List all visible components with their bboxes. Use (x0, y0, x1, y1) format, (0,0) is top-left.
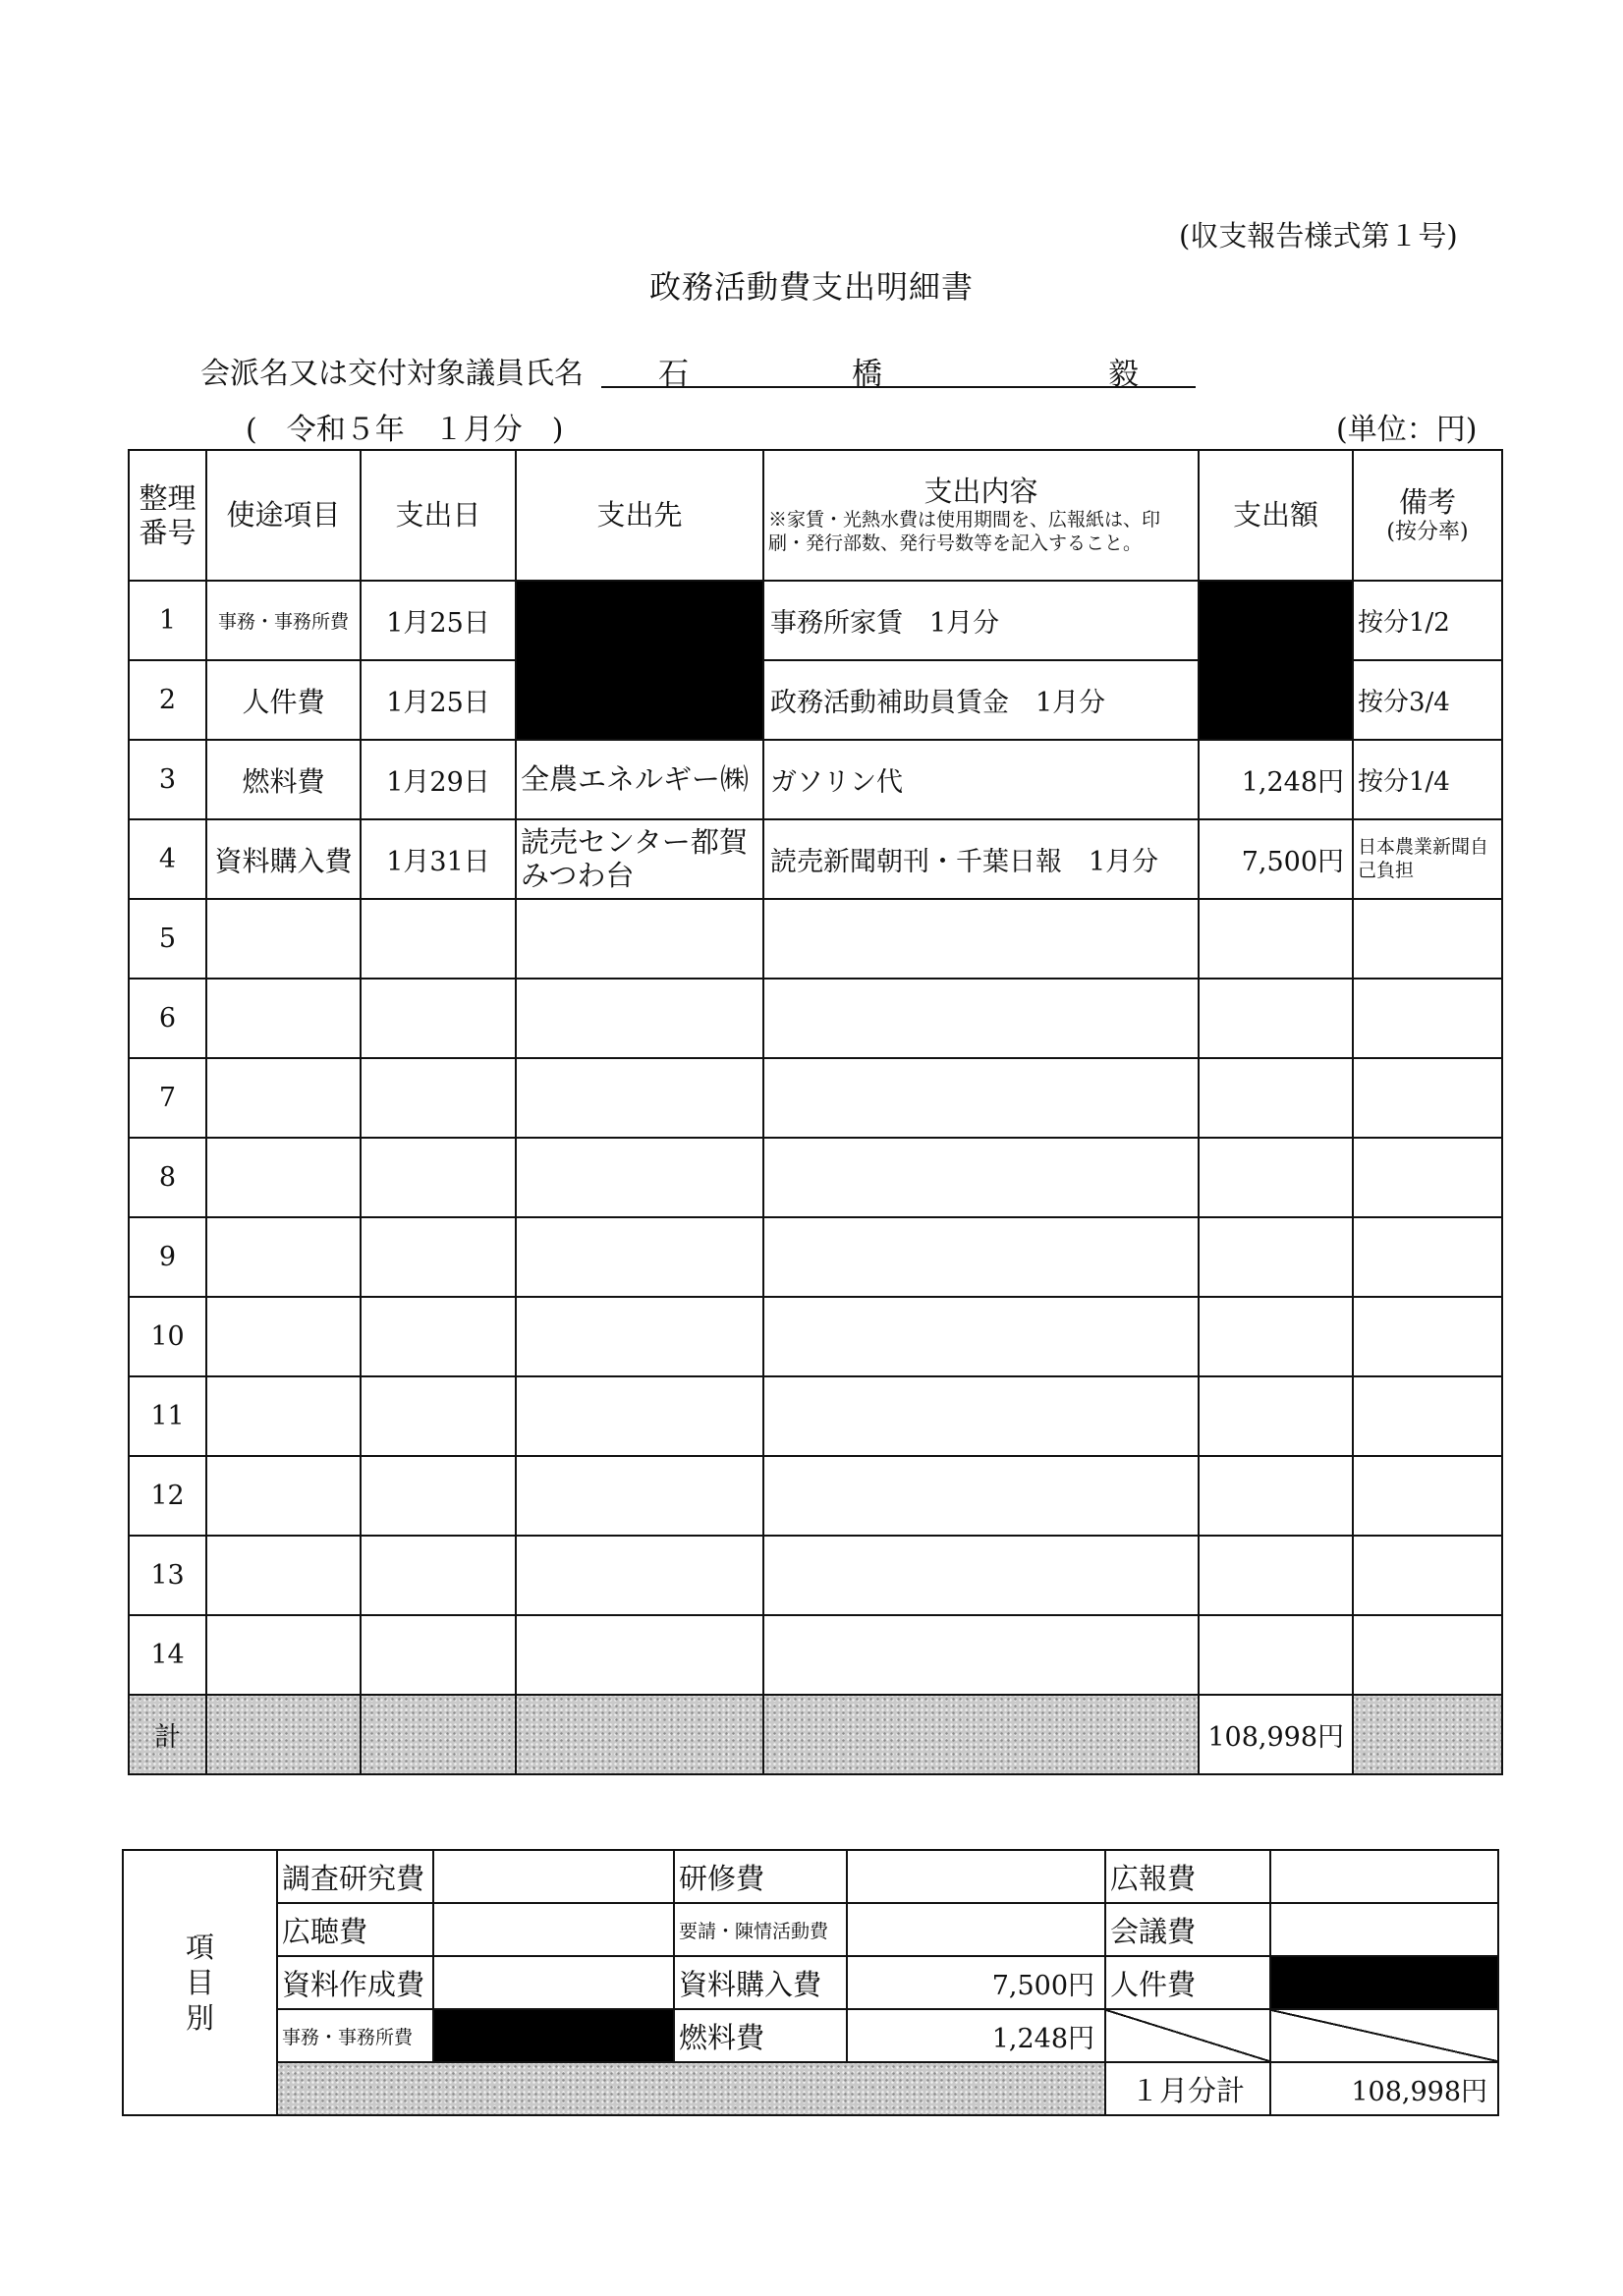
table-row (129, 1297, 1502, 1376)
row-remarks: 按分3/4 (1353, 660, 1502, 740)
label-research: 調査研究費 (277, 1850, 433, 1903)
month-total-amount: 108,998円 (1270, 2062, 1498, 2115)
row-remarks: 日本農業新聞自己負担 (1353, 819, 1502, 899)
form-number: (収支報告様式第１号) (1179, 219, 1458, 252)
member-name-char-3: 毅 (1108, 357, 1139, 392)
row-category: 事務・事務所費 (206, 581, 361, 660)
total-amount: 108,998円 (1199, 1695, 1353, 1774)
header-date: 支出日 (361, 450, 516, 581)
name-underline (601, 386, 1196, 388)
label-training: 研修費 (674, 1850, 847, 1903)
shaded-blank (277, 2062, 1105, 2115)
row-content: 事務所家賃 1月分 (763, 581, 1199, 660)
page-title: 政務活動費支出明細書 (648, 268, 974, 306)
row-no: 13 (129, 1536, 206, 1615)
header-remarks: 備考 (按分率) (1353, 450, 1502, 581)
total-label: 計 (129, 1695, 206, 1774)
row-content: 読売新聞朝刊・千葉日報 1月分 (763, 819, 1199, 899)
total-row (129, 1695, 1502, 1774)
row-payee: 読売センター都賀みつわ台 (516, 819, 763, 899)
redacted-personnel-amount (1270, 1956, 1498, 2009)
table-row (129, 1217, 1502, 1297)
unit-label: (単位：円) (1336, 413, 1478, 447)
name-label: 会派名又は交付対象議員氏名 (200, 357, 584, 391)
row-no: 6 (129, 979, 206, 1058)
label-petition: 要請・陳情活動費 (674, 1903, 847, 1956)
row-category: 人件費 (206, 660, 361, 740)
row-no: 4 (129, 819, 206, 899)
row-no: 14 (129, 1615, 206, 1695)
table-row (129, 899, 1502, 979)
period: ( 令和５年 １月分 ) (246, 413, 564, 447)
label-material-making: 資料作成費 (277, 1956, 433, 2009)
label-office: 事務・事務所費 (277, 2009, 433, 2062)
header-row (129, 450, 1502, 581)
table-row (129, 1536, 1502, 1615)
table-row (129, 1138, 1502, 1217)
row-amount: 7,500円 (1199, 819, 1353, 899)
amount-material-purchase: 7,500円 (847, 1956, 1105, 2009)
summary-side-label: 項 目 別 (123, 1850, 277, 2115)
diagonal-blank (1270, 2009, 1498, 2062)
table-row (129, 1615, 1502, 1695)
redacted-office-amount (433, 2009, 674, 2062)
label-material-purchase: 資料購入費 (674, 1956, 847, 2009)
table-row (129, 819, 1502, 899)
table-row (129, 740, 1502, 819)
row-date: 1月31日 (361, 819, 516, 899)
category-summary-table (122, 1849, 1499, 2116)
table-row (129, 1376, 1502, 1456)
row-category: 燃料費 (206, 740, 361, 819)
table-row (129, 1456, 1502, 1536)
row-no: 11 (129, 1376, 206, 1456)
label-publicity: 広報費 (1105, 1850, 1270, 1903)
row-no: 1 (129, 581, 206, 660)
row-category: 資料購入費 (206, 819, 361, 899)
row-content: ガソリン代 (763, 740, 1199, 819)
member-name-char-1: 石 (658, 357, 689, 392)
row-remarks: 按分1/4 (1353, 740, 1502, 819)
header-content: 支出内容 ※家賃・光熱水費は使用期間を、広報紙は、印刷・発行部数、発行号数等を記入すること。 (763, 450, 1199, 581)
row-content: 政務活動補助員賃金 1月分 (763, 660, 1199, 740)
header-remarks-sub: (按分率) (1386, 519, 1469, 544)
label-personnel: 人件費 (1105, 1956, 1270, 2009)
row-no: 3 (129, 740, 206, 819)
row-no: 12 (129, 1456, 206, 1536)
row-payee: 全農エネルギー㈱ (516, 740, 763, 819)
row-no: 7 (129, 1058, 206, 1138)
row-remarks: 按分1/2 (1353, 581, 1502, 660)
row-date: 1月25日 (361, 581, 516, 660)
table-row (129, 979, 1502, 1058)
amount-fuel: 1,248円 (847, 2009, 1105, 2062)
row-no: 8 (129, 1138, 206, 1217)
row-no: 10 (129, 1297, 206, 1376)
diagonal-blank (1105, 2009, 1270, 2062)
header-category: 使途項目 (206, 450, 361, 581)
row-no: 9 (129, 1217, 206, 1297)
header-no: 整理 番号 (129, 450, 206, 581)
member-name-char-2: 橋 (852, 357, 882, 392)
month-total-label: １月分計 (1105, 2062, 1270, 2115)
row-date: 1月25日 (361, 660, 516, 740)
label-hearing: 広聴費 (277, 1903, 433, 1956)
row-no: 5 (129, 899, 206, 979)
header-content-note: ※家賃・光熱水費は使用期間を、広報紙は、印刷・発行部数、発行号数等を記入すること。 (768, 509, 1161, 554)
expense-table (128, 449, 1503, 1775)
label-meeting: 会議費 (1105, 1903, 1270, 1956)
header-payee: 支出先 (516, 450, 763, 581)
row-amount: 1,248円 (1199, 740, 1353, 819)
label-fuel: 燃料費 (674, 2009, 847, 2062)
table-row (129, 581, 1502, 660)
redacted-amount (1199, 581, 1353, 740)
header-amount: 支出額 (1199, 450, 1353, 581)
row-no: 2 (129, 660, 206, 740)
redacted-payee (516, 581, 763, 740)
row-date: 1月29日 (361, 740, 516, 819)
table-row (129, 1058, 1502, 1138)
